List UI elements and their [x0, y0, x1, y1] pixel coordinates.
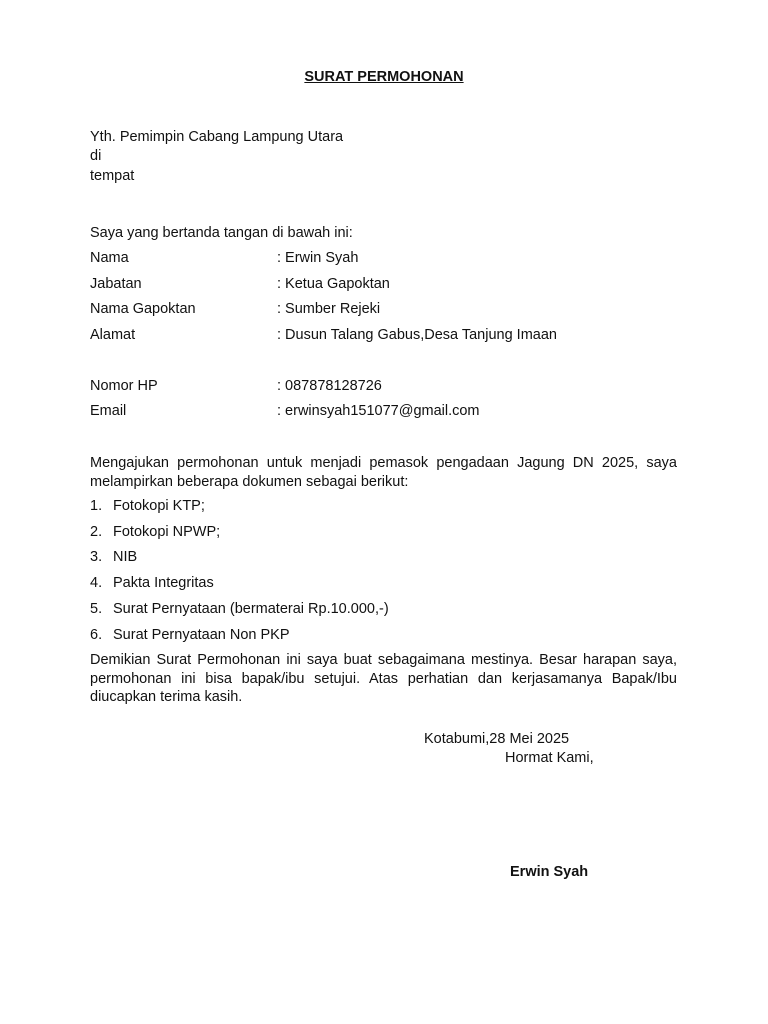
- field-value-email: : erwinsyah151077@gmail.com: [277, 403, 480, 419]
- field-label-gapoktan: Nama Gapoktan: [90, 301, 196, 317]
- list-item-text: Fotokopi NPWP;: [113, 524, 221, 540]
- field-label-nomor-hp: Nomor HP: [90, 378, 158, 394]
- list-item-number: 6.: [90, 627, 103, 643]
- field-value-gapoktan: : Sumber Rejeki: [277, 301, 381, 317]
- intro-text: Saya yang bertanda tangan di bawah ini:: [90, 225, 353, 241]
- field-label-email: Email: [90, 403, 127, 419]
- signature-closing: Hormat Kami,: [505, 750, 594, 766]
- list-item-number: 5.: [90, 601, 103, 617]
- list-item: [90, 549, 137, 565]
- field-label-jabatan: Jabatan: [90, 276, 142, 292]
- field-label-nama: Nama: [90, 250, 129, 266]
- list-item: [90, 575, 214, 591]
- request-paragraph: Mengajukan permohonan untuk menjadi pemasok pengadaan Jagung DN 2025, saya melampirkan beberapa dokumen sebagai berikut:: [90, 455, 677, 490]
- letter-title: SURAT PERMOHONAN: [304, 69, 464, 85]
- list-item-text: NIB: [113, 549, 138, 565]
- field-value-nomor-hp: : 087878128726: [277, 378, 382, 394]
- closing-paragraph: Demikian Surat Permohonan ini saya buat sebagaimana mestinya. Besar harapan saya, permohonan ini bisa bapak/ibu setujui. Atas perhatian dan kerjasamanya Bapak/Ibu diucapkan terima kasih.: [90, 652, 677, 705]
- field-value-alamat: : Dusun Talang Gabus,Desa Tanjung Imaan: [277, 327, 557, 343]
- signature-name: Erwin Syah: [510, 864, 589, 880]
- field-value-jabatan: : Ketua Gapoktan: [277, 276, 390, 292]
- field-label-alamat: Alamat: [90, 327, 136, 343]
- recipient-line-1: Yth. Pemimpin Cabang Lampung Utara: [90, 129, 344, 145]
- list-item-text: Surat Pernyataan Non PKP: [113, 627, 290, 643]
- list-item-text: Surat Pernyataan (bermaterai Rp.10.000,-): [113, 601, 389, 617]
- list-item-number: 3.: [90, 549, 103, 565]
- signature-place-date: Kotabumi,28 Mei 2025: [424, 731, 570, 747]
- list-item: [90, 498, 205, 514]
- list-item-number: 1.: [90, 498, 103, 514]
- list-item: [90, 601, 389, 617]
- list-item-text: Fotokopi KTP;: [113, 498, 205, 514]
- list-item: [90, 627, 290, 643]
- recipient-line-2: di: [90, 148, 102, 164]
- list-item-text: Pakta Integritas: [113, 575, 214, 591]
- field-value-nama: : Erwin Syah: [277, 250, 359, 266]
- list-item: [90, 524, 220, 540]
- list-item-number: 2.: [90, 524, 103, 540]
- list-item-number: 4.: [90, 575, 103, 591]
- recipient-line-3: tempat: [90, 168, 135, 184]
